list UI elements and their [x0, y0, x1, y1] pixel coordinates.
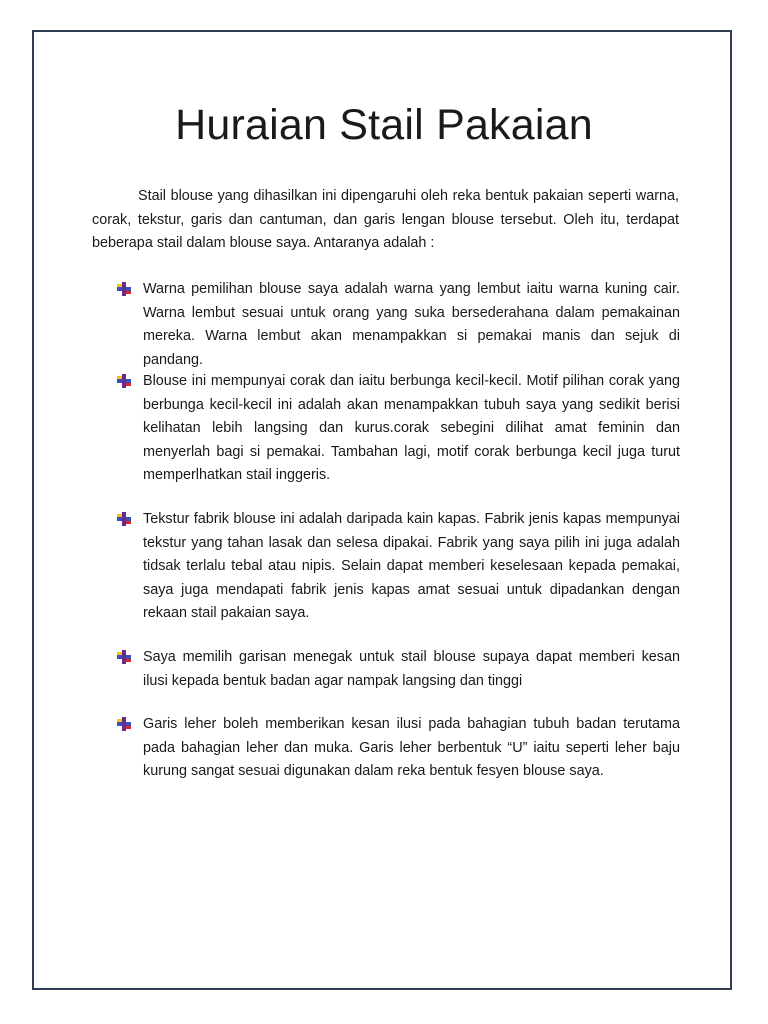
document-title: Huraian Stail Pakaian: [175, 101, 593, 149]
bullet-text: Garis leher boleh memberikan kesan ilusi pada bahagian tubuh badan terutama pada bahagian leher dan muka. Garis leher berbentuk “U” iaitu seperti leher baju kurung sangat sesuai digunakan dalam reka bentuk fesyen blouse saya.: [143, 716, 680, 779]
bullet-text: Warna pemilihan blouse saya adalah warna yang lembut iaitu warna kuning cair. Warna lembut sesuai untuk orang yang suka bersederahana dalam pemakainan mereka. Warna lembut akan menampakkan si pemakai manis dan sejuk di pandang.: [143, 281, 680, 368]
arrow-bullet-icon: [117, 374, 131, 388]
arrow-bullet-icon: [117, 282, 131, 296]
arrow-bullet-icon: [117, 650, 131, 664]
arrow-bullet-icon: [117, 512, 131, 526]
bullet-text: Saya memilih garisan menegak untuk stail blouse supaya dapat memberi kesan ilusi kepada bentuk badan agar nampak langsing dan tinggi: [143, 649, 680, 689]
intro-paragraph: Stail blouse yang dihasilkan ini dipengaruhi oleh reka bentuk pakaian seperti warna, corak, tekstur, garis dan cantuman, dan garis lengan blouse tersebut. Oleh itu, terdapat beberapa stail dalam blouse saya. Antaranya adalah :: [92, 188, 679, 251]
bullet-text: Blouse ini mempunyai corak dan iaitu berbunga kecil-kecil. Motif pilihan corak yang berbunga kecil-kecil ini adalah akan menampakkan tubuh saya yang sedikit berisi kelihatan lebih langsing dan kurus.corak sebegini dilihat amat feminin dan menyerlah bagi si pemakai. Tambahan lagi, motif corak berbunga kecil juga turut memperlhatkan stail inggeris.: [143, 373, 680, 483]
bullet-text: Tekstur fabrik blouse ini adalah daripada kain kapas. Fabrik jenis kapas mempunyai tekstur yang tahan lasak dan selesa dipakai. Fabrik yang saya pilih ini juga adalah tidsak terlalu tebal atau nipis. Selain dapat memberi keselesaan kepada pemakai, saya juga mendapati fabrik jenis kapas amat sesuai untuk dipadankan dengan rekaan stail pakaian saya.: [143, 511, 680, 621]
arrow-bullet-icon: [117, 717, 131, 731]
